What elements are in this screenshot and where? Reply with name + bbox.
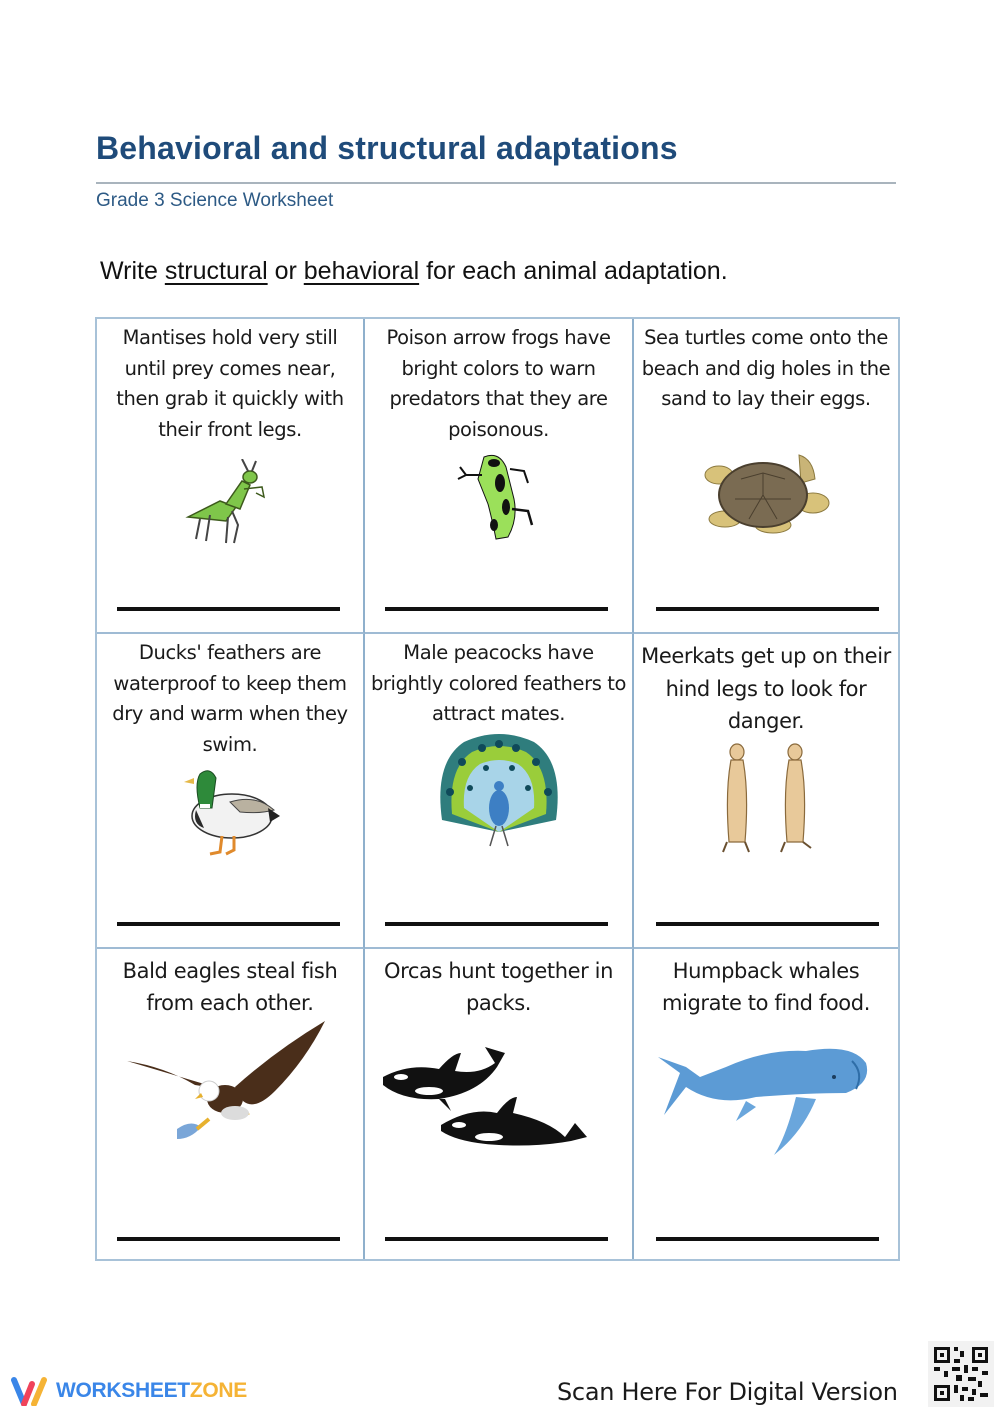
card-text: Bald eagles steal fish from each other. <box>122 959 338 1015</box>
keyword-structural: structural <box>164 257 268 285</box>
adaptation-grid <box>95 317 900 1261</box>
instruction-suffix: for each animal adaptation. <box>419 257 728 285</box>
answer-line[interactable] <box>656 1237 879 1241</box>
card-text: Sea turtles come onto the beach and dig holes in the sand to lay their eggs. <box>641 326 891 410</box>
card-text: Ducks' feathers are waterproof to keep them dry and warm when they swim. <box>112 641 348 756</box>
duck-icon <box>97 764 363 859</box>
logo-mark-icon <box>10 1376 50 1406</box>
card-whale <box>634 949 898 1259</box>
page-title: Behavioral and structural adaptations <box>96 130 678 166</box>
answer-line[interactable] <box>656 922 879 926</box>
scan-caption: Scan Here For Digital Version <box>557 1378 898 1406</box>
page-subtitle: Grade 3 Science Worksheet <box>96 190 334 211</box>
answer-line[interactable] <box>385 1237 608 1241</box>
turtle-icon <box>634 449 898 539</box>
answer-line[interactable] <box>385 607 608 611</box>
mantis-icon <box>97 459 363 549</box>
card-orcas <box>365 949 634 1259</box>
answer-line[interactable] <box>117 922 340 926</box>
meerkat-icon <box>634 742 898 857</box>
card-frog <box>365 319 634 634</box>
logo-text <box>56 1379 247 1403</box>
instruction-middle: or <box>267 257 304 285</box>
card-mantis <box>97 319 365 634</box>
card-eagle <box>97 949 365 1259</box>
answer-line[interactable] <box>385 922 608 926</box>
eagle-icon <box>97 1021 363 1161</box>
card-text: Poison arrow frogs have bright colors to warn predators that they are poisonous. <box>386 326 611 441</box>
logo-text-zone: ZONE <box>189 1379 247 1402</box>
orca-icon <box>365 1041 632 1151</box>
instruction <box>100 257 728 286</box>
frog-icon <box>365 449 632 544</box>
card-turtle <box>634 319 898 634</box>
card-meerkats <box>634 634 898 949</box>
card-text: Meerkats get up on their hind legs to look for danger. <box>641 644 891 733</box>
keyword-behavioral: behavioral <box>303 257 420 285</box>
answer-line[interactable] <box>117 1237 340 1241</box>
card-duck <box>97 634 365 949</box>
instruction-prefix: Write <box>100 257 165 285</box>
title-divider <box>96 182 896 184</box>
card-text: Mantises hold very still until prey comes near, then grab it quickly with their front legs. <box>116 326 344 441</box>
whale-icon <box>634 1037 898 1167</box>
peacock-icon <box>365 732 632 852</box>
worksheetzone-logo[interactable] <box>10 1376 247 1406</box>
logo-text-worksheet: WORKSHEET <box>56 1379 190 1402</box>
card-text: Male peacocks have brightly colored feathers to attract mates. <box>370 641 627 725</box>
card-text: Humpback whales migrate to find food. <box>662 959 870 1015</box>
qr-code-icon[interactable] <box>928 1341 994 1407</box>
answer-line[interactable] <box>656 607 879 611</box>
card-text: Orcas hunt together in packs. <box>383 959 614 1015</box>
answer-line[interactable] <box>117 607 340 611</box>
card-peacock <box>365 634 634 949</box>
